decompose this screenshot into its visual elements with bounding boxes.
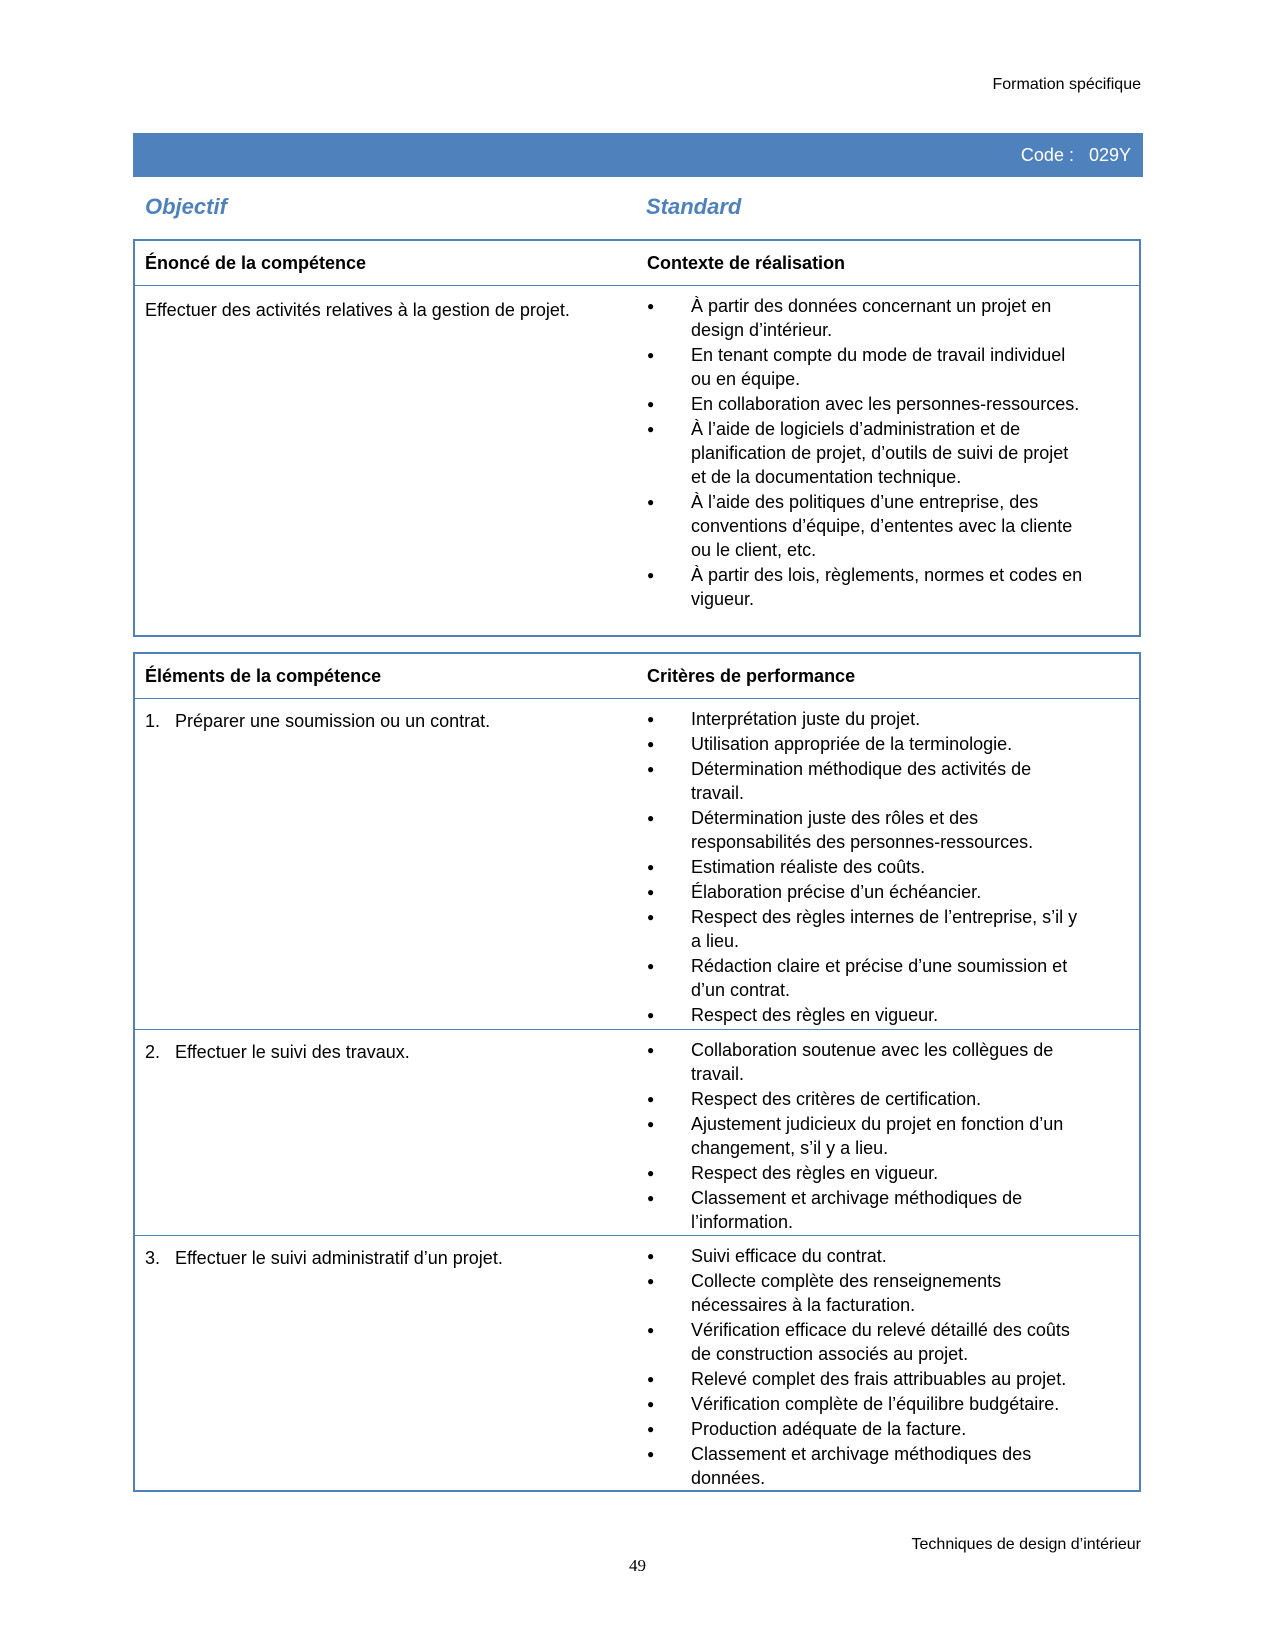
criterion-item: ● Classement et archivage méthodiques des données. [647,1442,1087,1490]
context-item: ● À l’aide de logiciels d’administration et de planification de projet, d’outils de suivi de projet et de la documentation technique. [647,417,1087,489]
criterion-item: ● Rédaction claire et précise d’une soumission et d’un contrat. [647,954,1087,1002]
competence-statement: Effectuer des activités relatives à la gestion de projet. [145,300,570,320]
competence-box [133,239,1141,637]
elements-box-header [135,654,1139,699]
criterion-item: ● Détermination méthodique des activités de travail. [647,757,1087,805]
elements-header: Éléments de la compétence [145,666,382,686]
criterion-item: ● Élaboration précise d’un échéancier. [647,880,1087,904]
element-label [145,709,585,733]
criterion-item: ● Estimation réaliste des coûts. [647,855,1087,879]
context-item: ● En tenant compte du mode de travail individuel ou en équipe. [647,343,1087,391]
criterion-item: ● Respect des règles en vigueur. [647,1161,1087,1185]
criteria-list [647,1038,1087,1235]
program-name: Techniques de design d’intérieur [911,1536,1141,1553]
element-row [135,1030,1139,1236]
criterion-item: ● Collecte complète des renseignements nécessaires à la facturation. [647,1269,1087,1317]
criterion-item: ● Ajustement judicieux du projet en fonction d’un changement, s’il y a lieu. [647,1112,1087,1160]
context-item: ● À partir des lois, règlements, normes et codes en vigueur. [647,563,1087,611]
criteria-header: Critères de performance [647,666,856,686]
context-item: ● En collaboration avec les personnes-ressources. [647,392,1087,416]
criterion-item: ● Utilisation appropriée de la terminologie. [647,732,1087,756]
criterion-item: ● Suivi efficace du contrat. [647,1244,1087,1268]
criterion-item: ● Vérification complète de l’équilibre budgétaire. [647,1392,1087,1416]
criterion-item: ● Respect des critères de certification. [647,1087,1087,1111]
code-bar [133,133,1143,177]
criterion-item: ● Relevé complet des frais attribuables au projet. [647,1367,1087,1391]
objective-label: Objectif [145,194,227,219]
criterion-item: ● Vérification efficace du relevé détaillé des coûts de construction associés au projet. [647,1318,1087,1366]
element-number: 2. [145,1042,161,1062]
criterion-item: ● Classement et archivage méthodiques de l’information. [647,1186,1087,1234]
element-label [145,1040,585,1064]
criterion-item: ● Respect des règles en vigueur. [647,1003,1087,1027]
element-row [135,1236,1139,1491]
criterion-item: ● Collaboration soutenue avec les collègues de travail. [647,1038,1087,1086]
element-row [135,699,1139,1030]
context-item: ● À l’aide des politiques d’une entreprise, des conventions d’équipe, d’ententes avec la cliente ou le client, etc. [647,490,1087,562]
standard-label: Standard [646,194,742,219]
context-list [647,294,1087,612]
competence-row [135,286,1139,632]
criterion-item: ● Production adéquate de la facture. [647,1417,1087,1441]
criterion-item: ● Respect des règles internes de l’entreprise, s’il y a lieu. [647,905,1087,953]
element-text: Effectuer le suivi des travaux. [175,1042,410,1062]
program-label: Formation spécifique [992,76,1141,93]
element-number: 1. [145,711,161,731]
criterion-item: ● Détermination juste des rôles et des responsabilités des personnes-ressources. [647,806,1087,854]
element-number: 3. [145,1248,161,1268]
statement-header: Énoncé de la compétence [145,253,367,273]
elements-box [133,652,1141,1492]
element-text: Préparer une soumission ou un contrat. [175,711,491,731]
element-text: Effectuer le suivi administratif d’un projet. [175,1248,503,1268]
context-header: Contexte de réalisation [647,253,846,273]
page-number: 49 [629,1556,646,1575]
criteria-list [647,1244,1087,1491]
element-label [145,1246,585,1270]
criteria-list [647,707,1087,1028]
criterion-item: ● Interprétation juste du projet. [647,707,1087,731]
competence-box-header [135,241,1139,286]
context-item: ● À partir des données concernant un projet en design d’intérieur. [647,294,1087,342]
competence-code: Code : 029Y [1020,145,1131,165]
